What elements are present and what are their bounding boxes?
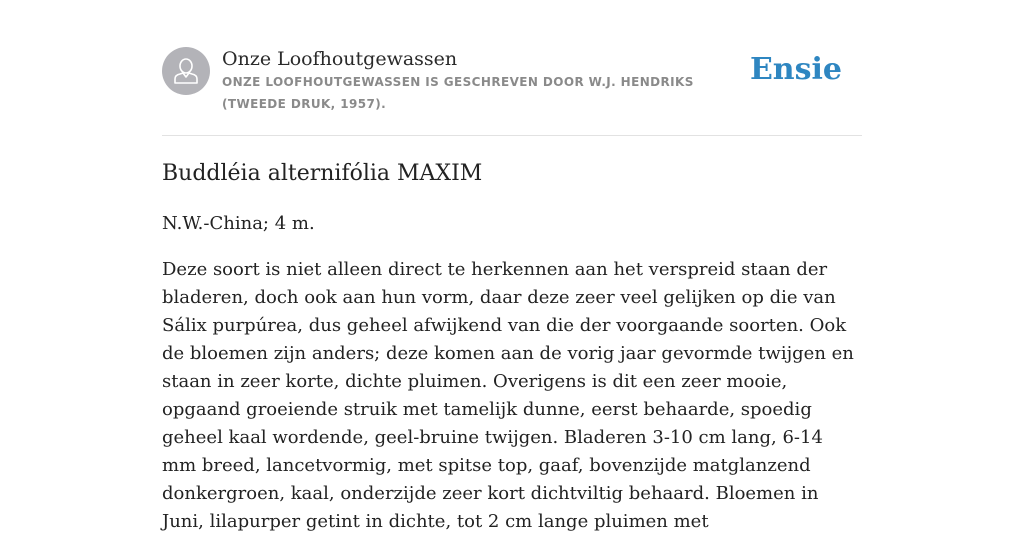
header-text (222, 46, 762, 115)
source-header (162, 46, 862, 136)
source-description: ONZE LOOFHOUTGEWASSEN IS GESCHREVEN DOOR W.J. HENDRIKS (TWEEDE DRUK, 1957). (222, 75, 694, 111)
article-body: Deze soort is niet alleen direct te herkennen aan het verspreid staan der bladeren, doch ook aan hun vorm, daar deze zeer veel gelijken op die van Sálix purpúrea, dus geheel afwijkend van die der voorgaande soorten. Ook de bloemen zijn anders; deze komen aan de vorig jaar gevormde twijgen en staan in zeer korte, dichte pluimen. Overigens is dit een zeer mooie, opgaand groeiende struik met tamelijk dunne, eerst behaarde, spoedig geheel kaal wordende, geel-bruine twijgen. Bladeren 3-10 cm lang, 6-14 mm breed, lancetvormig, met spitse top, gaaf, bovenzijde matglanzend donkergroen, kaal, onderzijde zeer kort dichtviltig behaard. Bloemen in Juni, lilapurper getint in dichte, tot 2 cm lange pluimen met (162, 259, 854, 532)
source-title[interactable]: Onze Loofhoutgewassen (222, 48, 458, 70)
header-divider (162, 135, 862, 136)
person-silhouette-icon (162, 47, 210, 95)
avatar[interactable] (162, 47, 210, 95)
article-title: Buddléia alternifólia MAXIM (162, 161, 483, 186)
brand-logo-link[interactable]: Ensie (749, 52, 842, 87)
article-meta: N.W.-China; 4 m. (162, 213, 315, 234)
article-content (162, 158, 862, 536)
